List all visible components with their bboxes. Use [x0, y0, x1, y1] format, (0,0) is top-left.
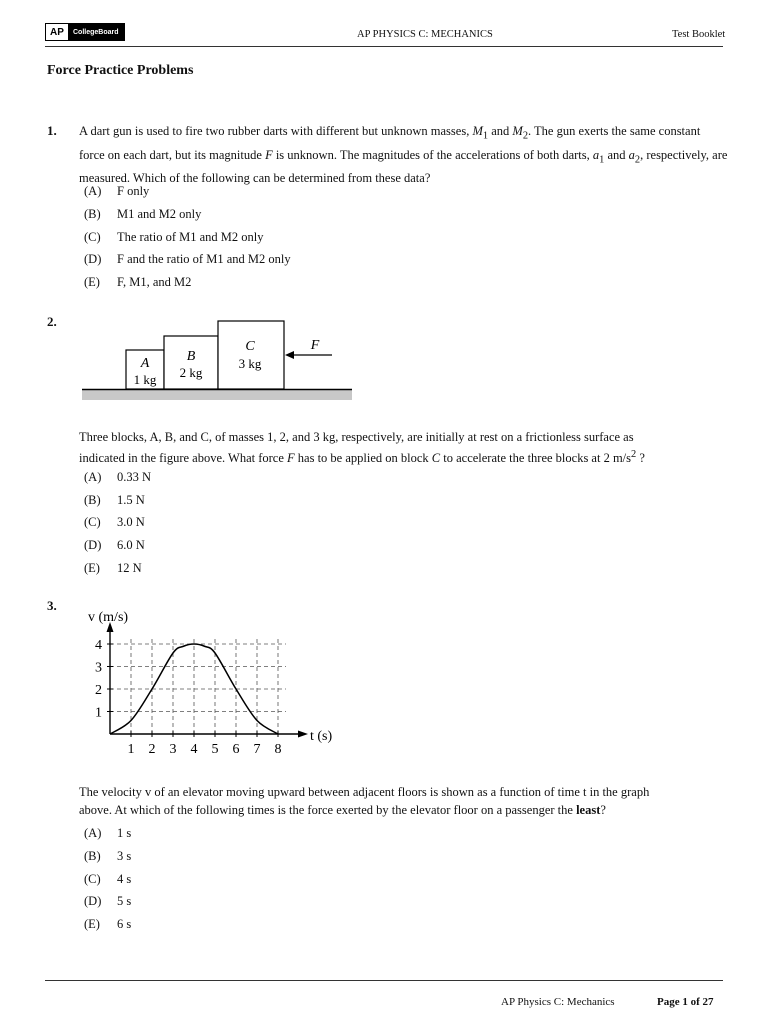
question-1-choice-d[interactable]: (D) F and the ratio of M1 and M2 only	[84, 252, 291, 266]
question-1-choice-a[interactable]: (A) F only	[84, 184, 150, 198]
x-tick-label: 4	[190, 742, 198, 757]
question-3-choice-c[interactable]: (C) 4 s	[84, 872, 132, 886]
page-title: Force Practice Problems	[47, 63, 194, 78]
chart-tick-labels	[95, 638, 282, 757]
footer-divider	[45, 980, 723, 981]
question-2-choice-a[interactable]: (A) 0.33 N	[84, 470, 152, 484]
y-axis-label: v (m/s)	[88, 610, 129, 625]
force-label: F	[310, 338, 320, 353]
footer-page-number: Page 1 of 27	[657, 996, 714, 1008]
question-2-choice-b[interactable]: (B) 1.5 N	[84, 493, 145, 507]
block-c-label: C	[245, 339, 255, 354]
question-1-choice-e[interactable]: (E) F, M1, and M2	[84, 275, 192, 289]
ap-collegeboard-logo	[45, 23, 125, 41]
question-2-choice-e[interactable]: (E) 12 N	[84, 561, 142, 575]
question-1-number: 1.	[47, 123, 57, 138]
collegeboard-logo-text: CollegeBoard	[73, 28, 119, 36]
question-3-stem-line-1: The velocity v of an elevator moving upward between adjacent floors is shown as a function of time t in the graph	[79, 785, 650, 799]
frictionless-surface	[82, 390, 352, 400]
x-axis-label: t (s)	[310, 729, 333, 744]
question-2-number: 2.	[47, 314, 57, 329]
x-tick-label: 3	[169, 742, 177, 757]
ap-logo-mark: AP	[45, 23, 69, 41]
question-1-choice-b[interactable]: (B) M1 and M2 only	[84, 207, 202, 221]
question-3-number: 3.	[47, 598, 57, 613]
header-booklet: Test Booklet	[672, 29, 726, 40]
x-tick-label: 2	[148, 742, 156, 757]
y-tick-label: 3	[95, 660, 102, 676]
block-b-label: B	[186, 349, 196, 364]
footer-course: AP Physics C: Mechanics	[501, 996, 615, 1008]
x-tick-label: 8	[274, 742, 282, 757]
block-c	[218, 321, 284, 389]
question-2-choice-d[interactable]: (D) 6.0 N	[84, 538, 145, 552]
question-3-stem	[79, 783, 729, 819]
question-3-choice-d[interactable]: (D) 5 s	[84, 894, 132, 908]
question-3-choice-a[interactable]: (A) 1 s	[84, 826, 132, 840]
x-tick-label: 5	[211, 742, 219, 757]
y-tick-label: 2	[95, 683, 102, 698]
question-2-choice-c[interactable]: (C) 3.0 N	[84, 515, 145, 529]
question-3-choice-b[interactable]: (B) 3 s	[84, 849, 132, 863]
chart-grid	[110, 636, 286, 734]
question-2-stem	[79, 428, 729, 467]
block-a-mass: 1 kg	[133, 372, 157, 387]
force-arrow-head	[285, 351, 294, 359]
x-tick-label: 7	[253, 742, 261, 757]
question-1-choice-c[interactable]: (C) The ratio of M1 and M2 only	[84, 230, 264, 244]
velocity-time-graph	[80, 606, 340, 762]
header-divider	[45, 46, 723, 47]
y-tick-label: 1	[95, 705, 102, 721]
block-c-mass: 3 kg	[238, 356, 262, 371]
question-2-stem-line-1: Three blocks, A, B, and C, of masses 1, 2, and 3 kg, respectively, are initially at rest on a frictionless surface as	[79, 430, 634, 444]
x-tick-label: 1	[127, 742, 135, 757]
x-tick-label: 6	[232, 742, 240, 757]
question-3-stem-line-2: above. At which of the following times is the force exerted by the elevator floor on a passenger the least?	[79, 803, 606, 817]
header-course: AP PHYSICS C: MECHANICS	[357, 29, 493, 40]
question-2-stem-line-2: indicated in the figure above. What force F has to be applied on block C to accelerate the three blocks at 2 $m/s^2$ ?	[79, 449, 645, 466]
block-a-label: A	[140, 356, 150, 371]
block-b-mass: 2 kg	[179, 365, 203, 380]
question-3-choice-e[interactable]: (E) 6 s	[84, 917, 132, 931]
blocks-figure	[80, 318, 355, 402]
y-tick-label: 4	[95, 638, 102, 653]
question-1-stem: A dart gun is used to fire two rubber darts with different but unknown masses, $M_1$ and $M_2$. The gun exerts the same constant force on each dart, but its magnitude F is unknown. The magnitudes of the accelerations of both darts, $a_1$ and $a_2$, respectively, are measured. Which of the following can be determined from these data?	[79, 124, 728, 185]
x-axis-arrowhead	[298, 731, 308, 738]
